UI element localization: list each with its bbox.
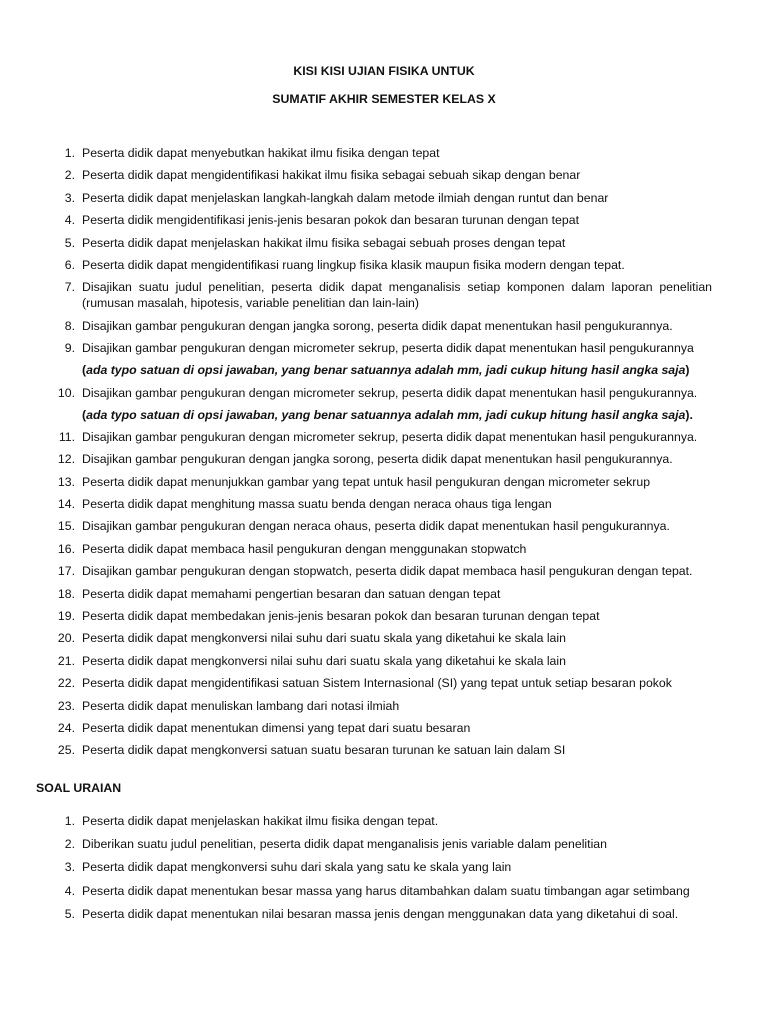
- item-text: Peserta didik dapat menyebutkan hakikat ilmu fisika dengan tepat: [82, 146, 440, 160]
- list-item: [0, 429, 768, 445]
- item-number: 1.: [64, 814, 75, 828]
- item-number: 13.: [57, 474, 75, 489]
- item-text: Disajikan gambar pengukuran dengan jangka sorong, peserta didik dapat menentukan hasil pengukurannya.: [82, 318, 673, 333]
- list-item: [0, 474, 768, 490]
- list-item: [0, 541, 768, 557]
- multiple-choice-grid-list: [0, 145, 768, 765]
- item-text: Peserta didik dapat menghitung massa suatu benda dengan neraca ohaus tiga lengan: [82, 497, 552, 512]
- list-item: [0, 836, 768, 852]
- list-item: [0, 813, 768, 829]
- list-item: [0, 859, 768, 875]
- item-text: Peserta didik dapat menunjukkan gambar yang tepat untuk hasil pengukuran dengan micrometer sekrup: [82, 474, 651, 489]
- list-item: [0, 630, 768, 646]
- item-number: 3.: [64, 860, 75, 875]
- list-item: [0, 235, 768, 251]
- list-item: [0, 340, 768, 378]
- list-item: [0, 385, 768, 423]
- item-text: Peserta didik dapat menuliskan lambang dari notasi ilmiah: [82, 698, 400, 713]
- title-line-1: KISI KISI UJIAN FISIKA UNTUK: [293, 64, 475, 78]
- item-text: Peserta didik dapat menentukan dimensi yang tepat dari suatu besaran: [82, 720, 471, 735]
- list-item: [0, 518, 768, 534]
- item-number: 16.: [57, 541, 75, 556]
- title-line-2: SUMATIF AKHIR SEMESTER KELAS X: [272, 92, 496, 106]
- item-number: 4.: [64, 213, 75, 228]
- item-note-close: ): [685, 363, 690, 378]
- item-text: Peserta didik dapat memahami pengertian besaran dan satuan dengan tepat: [82, 586, 501, 601]
- item-text: Peserta didik dapat membedakan jenis-jenis besaran pokok dan besaran turunan dengan tepat: [82, 609, 600, 624]
- item-number: 9.: [64, 341, 75, 356]
- item-number: 3.: [64, 190, 75, 205]
- item-text: Peserta didik dapat mengkonversi nilai suhu dari suatu skala yang diketahui ke skala lain: [82, 653, 566, 668]
- item-number: 14.: [57, 497, 75, 512]
- item-number: 18.: [57, 586, 75, 601]
- list-item: [0, 563, 768, 579]
- item-text: Peserta didik dapat mengkonversi satuan suatu besaran turunan ke satuan lain dalam SI: [82, 743, 566, 758]
- item-text: Peserta didik dapat menjelaskan hakikat ilmu fisika sebagai sebuah proses dengan tepat: [82, 235, 566, 250]
- list-item: [0, 742, 768, 758]
- item-text: Peserta didik dapat menjelaskan langkah-langkah dalam metode ilmiah dengan runtut dan benar: [82, 190, 609, 205]
- list-item: [0, 145, 768, 161]
- item-number: 23.: [57, 698, 75, 713]
- item-text: Diberikan suatu judul penelitian, peserta didik dapat menganalisis jenis variable dalam penelitian: [82, 837, 607, 852]
- item-number: 5.: [64, 235, 75, 250]
- item-text: Peserta didik dapat menentukan nilai besaran massa jenis dengan menggunakan data yang diketahui di soal.: [82, 906, 679, 921]
- list-item: [0, 212, 768, 228]
- item-text: Peserta didik dapat menentukan besar massa yang harus ditambahkan dalam suatu timbangan agar setimbang: [82, 883, 690, 898]
- item-note: (ada typo satuan di opsi jawaban, yang benar satuannya adalah mm, jadi cukup hitung hasil angka saja).: [82, 407, 693, 422]
- essay-grid-list: [0, 813, 768, 929]
- item-text: Disajikan gambar pengukuran dengan micrometer sekrup, peserta didik dapat menentukan hasil pengukurannya.: [82, 429, 698, 444]
- list-item: [0, 496, 768, 512]
- item-text: Disajikan gambar pengukuran dengan micrometer sekrup, peserta didik dapat menentukan hasil pengukurannya: [82, 341, 694, 356]
- item-number: 7.: [64, 280, 75, 295]
- item-number: 21.: [57, 653, 75, 668]
- item-note-text: ada typo satuan di opsi jawaban, yang benar satuannya adalah mm, jadi cukup hitung hasil angka saja: [86, 363, 686, 378]
- list-item: [0, 906, 768, 922]
- item-number: 17.: [57, 564, 75, 579]
- item-number: 1.: [64, 146, 75, 160]
- item-text: Peserta didik dapat membaca hasil pengukuran dengan menggunakan stopwatch: [82, 541, 527, 556]
- item-number: 5.: [64, 906, 75, 921]
- item-text: Peserta didik dapat mengkonversi nilai suhu dari suatu skala yang diketahui ke skala lain: [82, 631, 566, 646]
- list-item: [0, 586, 768, 602]
- list-item: [0, 608, 768, 624]
- list-item: [0, 279, 768, 311]
- item-text: Peserta didik dapat mengidentifikasi ruang lingkup fisika klasik maupun fisika modern dengan tepat.: [82, 257, 625, 272]
- item-number: 19.: [57, 609, 75, 624]
- item-note: (ada typo satuan di opsi jawaban, yang benar satuannya adalah mm, jadi cukup hitung hasil angka saja): [82, 363, 690, 378]
- list-item: [0, 698, 768, 714]
- item-number: 11.: [58, 429, 75, 444]
- item-number: 2.: [64, 837, 75, 852]
- list-item: [0, 883, 768, 899]
- item-number: 4.: [64, 883, 75, 898]
- list-item: [0, 653, 768, 669]
- item-text: Disajikan gambar pengukuran dengan stopwatch, peserta didik dapat membaca hasil pengukuran dengan tepat.: [82, 564, 693, 579]
- item-number: 2.: [64, 168, 75, 183]
- item-number: 6.: [64, 257, 75, 272]
- section-heading-soal-uraian: SOAL URAIAN: [36, 781, 122, 795]
- list-item: [0, 167, 768, 183]
- item-note-close: ).: [685, 407, 693, 422]
- item-number: 20.: [57, 631, 75, 646]
- item-number: 24.: [57, 720, 75, 735]
- item-number: 25.: [57, 743, 75, 758]
- list-item: [0, 190, 768, 206]
- document-title: [0, 63, 768, 107]
- item-text: Disajikan gambar pengukuran dengan jangka sorong, peserta didik dapat menentukan hasil pengukurannya.: [82, 452, 673, 467]
- item-text: Disajikan gambar pengukuran dengan micrometer sekrup, peserta didik dapat menentukan hasil pengukurannya.: [82, 385, 698, 400]
- item-text: Peserta didik dapat mengidentifikasi satuan Sistem Internasional (SI) yang tepat untuk setiap besaran pokok: [82, 676, 672, 691]
- list-item: [0, 675, 768, 691]
- item-number: 10.: [57, 385, 75, 400]
- list-item: [0, 257, 768, 273]
- list-item: [0, 720, 768, 736]
- item-text: Disajikan suatu judul penelitian, peserta didik dapat menganalisis setiap komponen dalam laporan penelitian (rumusan masalah, hipotesis, variable penelitian dan lain-lain): [82, 280, 712, 311]
- item-note-text: ada typo satuan di opsi jawaban, yang benar satuannya adalah mm, jadi cukup hitung hasil angka saja: [86, 407, 686, 422]
- item-number: 12.: [57, 452, 75, 467]
- item-text: Peserta didik dapat mengidentifikasi hakikat ilmu fisika sebagai sebuah sikap dengan benar: [82, 168, 581, 183]
- item-number: 8.: [64, 318, 75, 333]
- item-text: Peserta didik mengidentifikasi jenis-jenis besaran pokok dan besaran turunan dengan tepat: [82, 213, 579, 228]
- item-text: Peserta didik dapat mengkonversi suhu dari skala yang satu ke skala yang lain: [82, 860, 512, 875]
- item-number: 15.: [57, 519, 75, 534]
- item-number: 22.: [57, 676, 75, 691]
- item-text: Peserta didik dapat menjelaskan hakikat ilmu fisika dengan tepat.: [82, 814, 439, 828]
- list-item: [0, 451, 768, 467]
- item-text: Disajikan gambar pengukuran dengan neraca ohaus, peserta didik dapat menentukan hasil pengukurannya.: [82, 519, 670, 534]
- list-item: [0, 318, 768, 334]
